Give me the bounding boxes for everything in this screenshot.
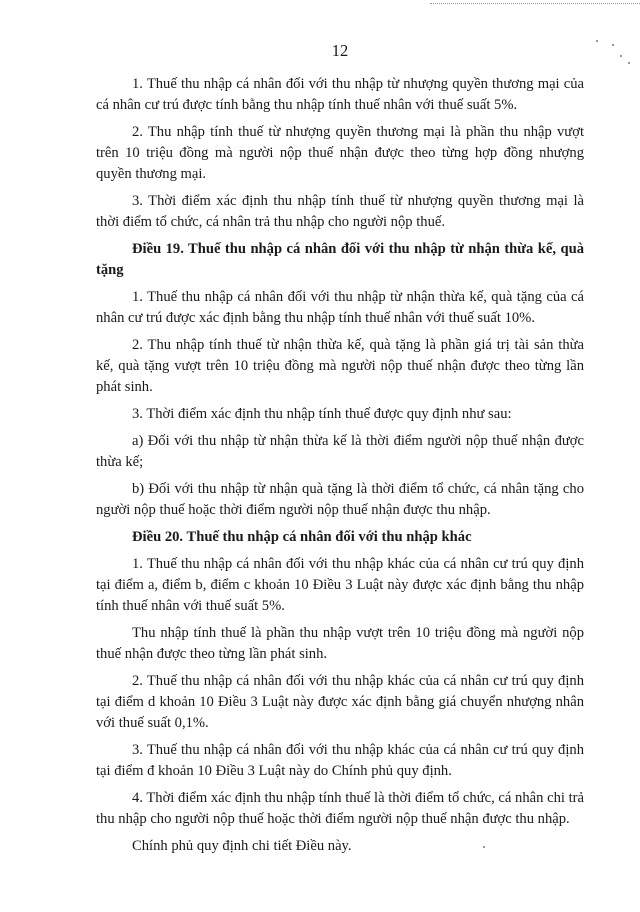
paragraph: Thu nhập tính thuế là phần thu nhập vượt trên 10 triệu đồng mà người nộp thuế nhận được theo từng lần phát sinh. xyxy=(96,625,584,662)
paragraph: 1. Thuế thu nhập cá nhân đối với thu nhập từ nhượng quyền thương mại của cá nhân cư trú được tính bằng thu nhập tính thuế nhân với thuế suất 5%. xyxy=(96,76,584,113)
paragraph: 2. Thu nhập tính thuế từ nhận thừa kế, quà tặng là phần giá trị tài sản thừa kế, quà tặng vượt trên 10 triệu đồng mà người nộp thuế nhận được theo từng lần phát sinh. xyxy=(96,337,584,395)
paragraph: a) Đối với thu nhập từ nhận thừa kế là thời điểm người nộp thuế nhận được thừa kế; xyxy=(96,433,584,470)
page-number: 12 xyxy=(331,41,349,60)
scan-speck xyxy=(628,62,630,64)
paragraph: 2. Thu nhập tính thuế từ nhượng quyền thương mại là phần thu nhập vượt trên 10 triệu đồng mà người nộp thuế nhận được theo từng hợp đồng nhượng quyền thương mại. xyxy=(96,124,584,182)
paragraph: 3. Thuế thu nhập cá nhân đối với thu nhập khác của cá nhân cư trú quy định tại điểm đ khoản 10 Điều 3 Luật này do Chính phủ quy định. xyxy=(96,742,584,779)
paragraph: 1. Thuế thu nhập cá nhân đối với thu nhập từ nhận thừa kế, quà tặng của cá nhân cư trú được xác định bằng thu nhập tính thuế nhân với thuế suất 10%. xyxy=(96,289,584,326)
article-heading: Điều 20. Thuế thu nhập cá nhân đối với thu nhập khác xyxy=(132,529,472,545)
document-body xyxy=(96,74,584,863)
paragraph: 3. Thời điểm xác định thu nhập tính thuế từ nhượng quyền thương mại là thời điểm tổ chức, cá nhân trả thu nhập cho người nộp thuế. xyxy=(96,193,584,230)
article-heading: Điều 19. Thuế thu nhập cá nhân đối với thu nhập từ nhận thừa kế, quà tặng xyxy=(96,241,584,278)
paragraph: 2. Thuế thu nhập cá nhân đối với thu nhập khác của cá nhân cư trú quy định tại điểm d khoản 10 Điều 3 Luật này được xác định bằng giá chuyển nhượng nhân với thuế suất 0,1%. xyxy=(96,673,584,731)
paragraph: 4. Thời điểm xác định thu nhập tính thuế là thời điểm tổ chức, cá nhân chi trả thu nhập cho người nộp thuế hoặc thời điểm người nộp thuế nhận được thu nhập. xyxy=(96,790,584,827)
paragraph: Chính phủ quy định chi tiết Điều này. xyxy=(132,838,352,854)
scan-top-rule xyxy=(430,3,640,4)
paragraph: b) Đối với thu nhập từ nhận quà tặng là thời điểm tổ chức, cá nhân tặng cho người nộp thuế hoặc thời điểm người nộp thuế nhận được thu nhập. xyxy=(96,481,584,518)
paragraph: 3. Thời điểm xác định thu nhập tính thuế được quy định như sau: xyxy=(132,406,512,422)
paragraph: 1. Thuế thu nhập cá nhân đối với thu nhập khác của cá nhân cư trú quy định tại điểm a, điểm b, điểm c khoản 10 Điều 3 Luật này được xác định bằng thu nhập tính thuế nhân với thuế suất 5%. xyxy=(96,556,584,614)
